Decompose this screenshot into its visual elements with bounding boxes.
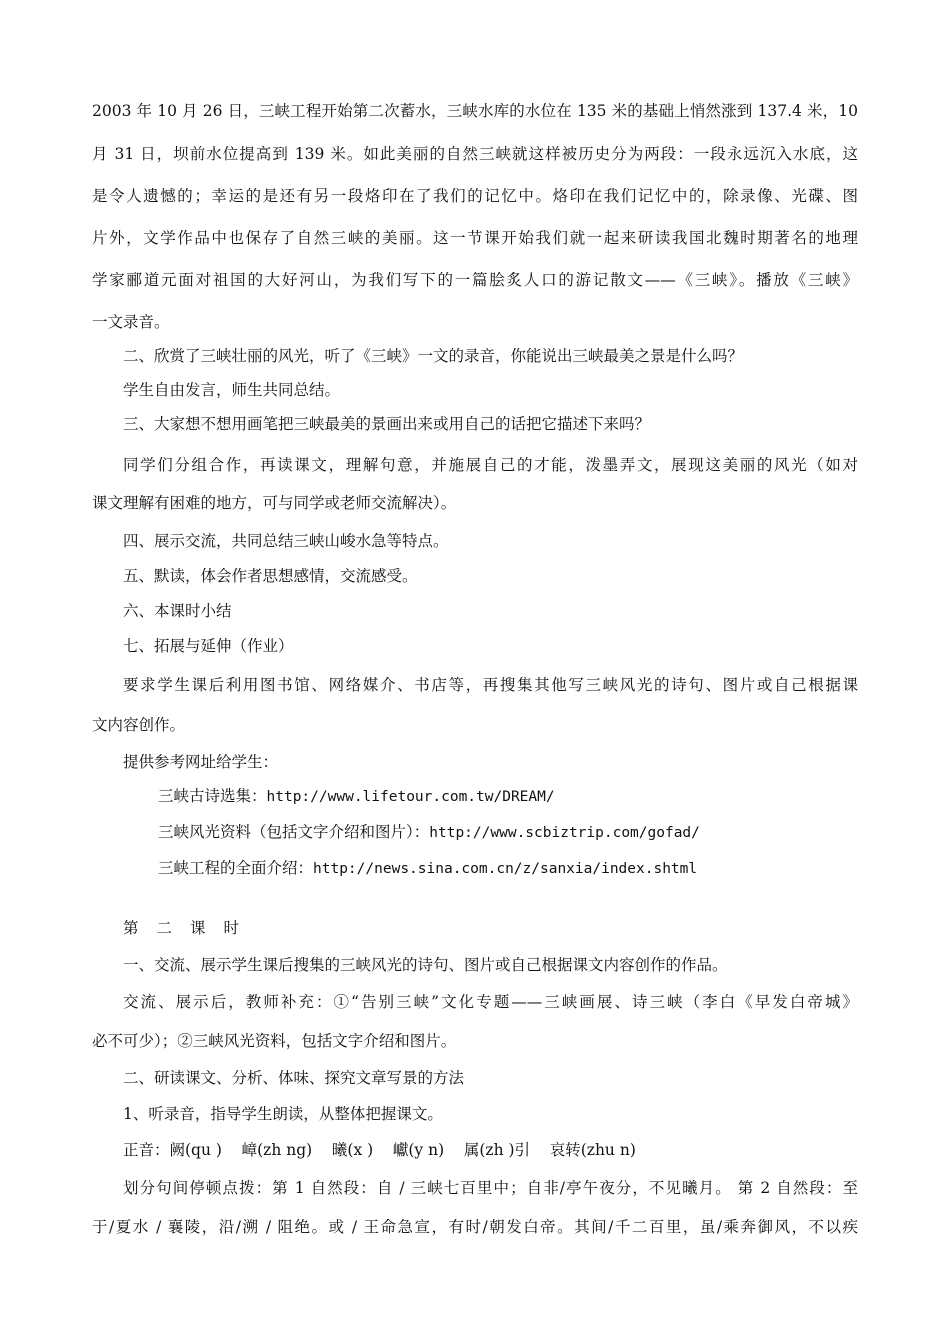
pronunciation-line: 正音：阙(qu ) 嶂(zh ng) 曦(x ) 巘(y n) 属(zh )引 哀转(zhu n) bbox=[123, 1141, 636, 1159]
link-label: 三峡古诗选集： bbox=[158, 787, 267, 805]
paragraph-line: 划分句间停顿点拨：第 1 自然段：自 / 三峡七百里中；自非/亭午夜分，不见曦月。 第 2 自然段：至 bbox=[123, 1179, 858, 1197]
section-title: 第二课时 bbox=[123, 919, 258, 937]
paragraph-line: 月 31 日，坝前水位提高到 139 米。如此美丽的自然三峡就这样被历史分为两段：一段永远沉入水底，这 bbox=[92, 145, 858, 163]
section-item: 二、欣赏了三峡壮丽的风光，听了《三峡》一文的录音，你能说出三峡最美之景是什么吗？ bbox=[123, 347, 744, 365]
paragraph-line: 于/夏水 / 襄陵，沿/溯 / 阻绝。或 / 王命急宣，有时/朝发白帝。其间/千二百里，虽/乘奔御风，不以疾 bbox=[92, 1218, 858, 1236]
reference-link[interactable]: http://www.scbiztrip.com/gofad/ bbox=[429, 825, 700, 841]
paragraph-line: 一文录音。 bbox=[92, 313, 170, 331]
paragraph-line: 交流、展示后，教师补充：①“告别三峡”文化专题——三峡画展、诗三峡（李白《早发白帝城》 bbox=[123, 993, 858, 1011]
section-item: 三、大家想不想用画笔把三峡最美的景画出来或用自己的话把它描述下来吗？ bbox=[123, 415, 651, 433]
link-label: 三峡风光资料（包括文字介绍和图片）： bbox=[158, 823, 430, 841]
section-subitem: 1、听录音，指导学生朗读，从整体把握课文。 bbox=[123, 1105, 443, 1123]
paragraph-line: 学家郦道元面对祖国的大好河山，为我们写下的一篇脍炙人口的游记散文——《三峡》。播放《三峡》 bbox=[92, 271, 858, 289]
section-item: 二、研读课文、分析、体味、探究文章写景的方法 bbox=[123, 1069, 465, 1087]
section-item: 四、展示交流，共同总结三峡山峻水急等特点。 bbox=[123, 532, 449, 550]
section-text: 学生自由发言，师生共同总结。 bbox=[123, 381, 341, 399]
paragraph-line: 文内容创作。 bbox=[92, 716, 186, 734]
section-item: 六、本课时小结 bbox=[123, 602, 232, 620]
paragraph-line: 2003 年 10 月 26 日，三峡工程开始第二次蓄水，三峡水库的水位在 135 米的基础上悄然涨到 137.4 米，10 bbox=[92, 102, 858, 120]
section-item: 一、交流、展示学生课后搜集的三峡风光的诗句、图片或自己根据课文内容创作的作品。 bbox=[123, 956, 728, 974]
paragraph-line: 是令人遗憾的；幸运的是还有另一段烙印在了我们的记忆中。烙印在我们记忆中的，除录像、光碟、图 bbox=[92, 187, 858, 205]
paragraph-line: 同学们分组合作，再读课文，理解句意，并施展自己的才能，泼墨弄文，展现这美丽的风光（如对 bbox=[123, 456, 858, 474]
link-label: 三峡工程的全面介绍： bbox=[158, 859, 314, 877]
reference-link[interactable]: http://news.sina.com.cn/z/sanxia/index.shtml bbox=[313, 861, 698, 877]
paragraph-line: 课文理解有困难的地方，可与同学或老师交流解决）。 bbox=[92, 494, 457, 512]
paragraph-line: 片外，文学作品中也保存了自然三峡的美丽。这一节课开始我们就一起来研读我国北魏时期著名的地理 bbox=[92, 229, 858, 247]
paragraph-line: 要求学生课后利用图书馆、网络媒介、书店等，再搜集其他写三峡风光的诗句、图片或自己根据课 bbox=[123, 676, 858, 694]
link-row bbox=[158, 822, 700, 843]
links-intro: 提供参考网址给学生： bbox=[123, 753, 279, 771]
link-row bbox=[158, 786, 555, 807]
reference-link[interactable]: http://www.lifetour.com.tw/DREAM/ bbox=[266, 789, 555, 805]
link-row bbox=[158, 858, 697, 879]
section-item: 五、默读，体会作者思想感情，交流感受。 bbox=[123, 567, 418, 585]
section-item: 七、拓展与延伸（作业） bbox=[123, 637, 294, 655]
paragraph-line: 必不可少）；②三峡风光资料，包括文字介绍和图片。 bbox=[92, 1032, 457, 1050]
